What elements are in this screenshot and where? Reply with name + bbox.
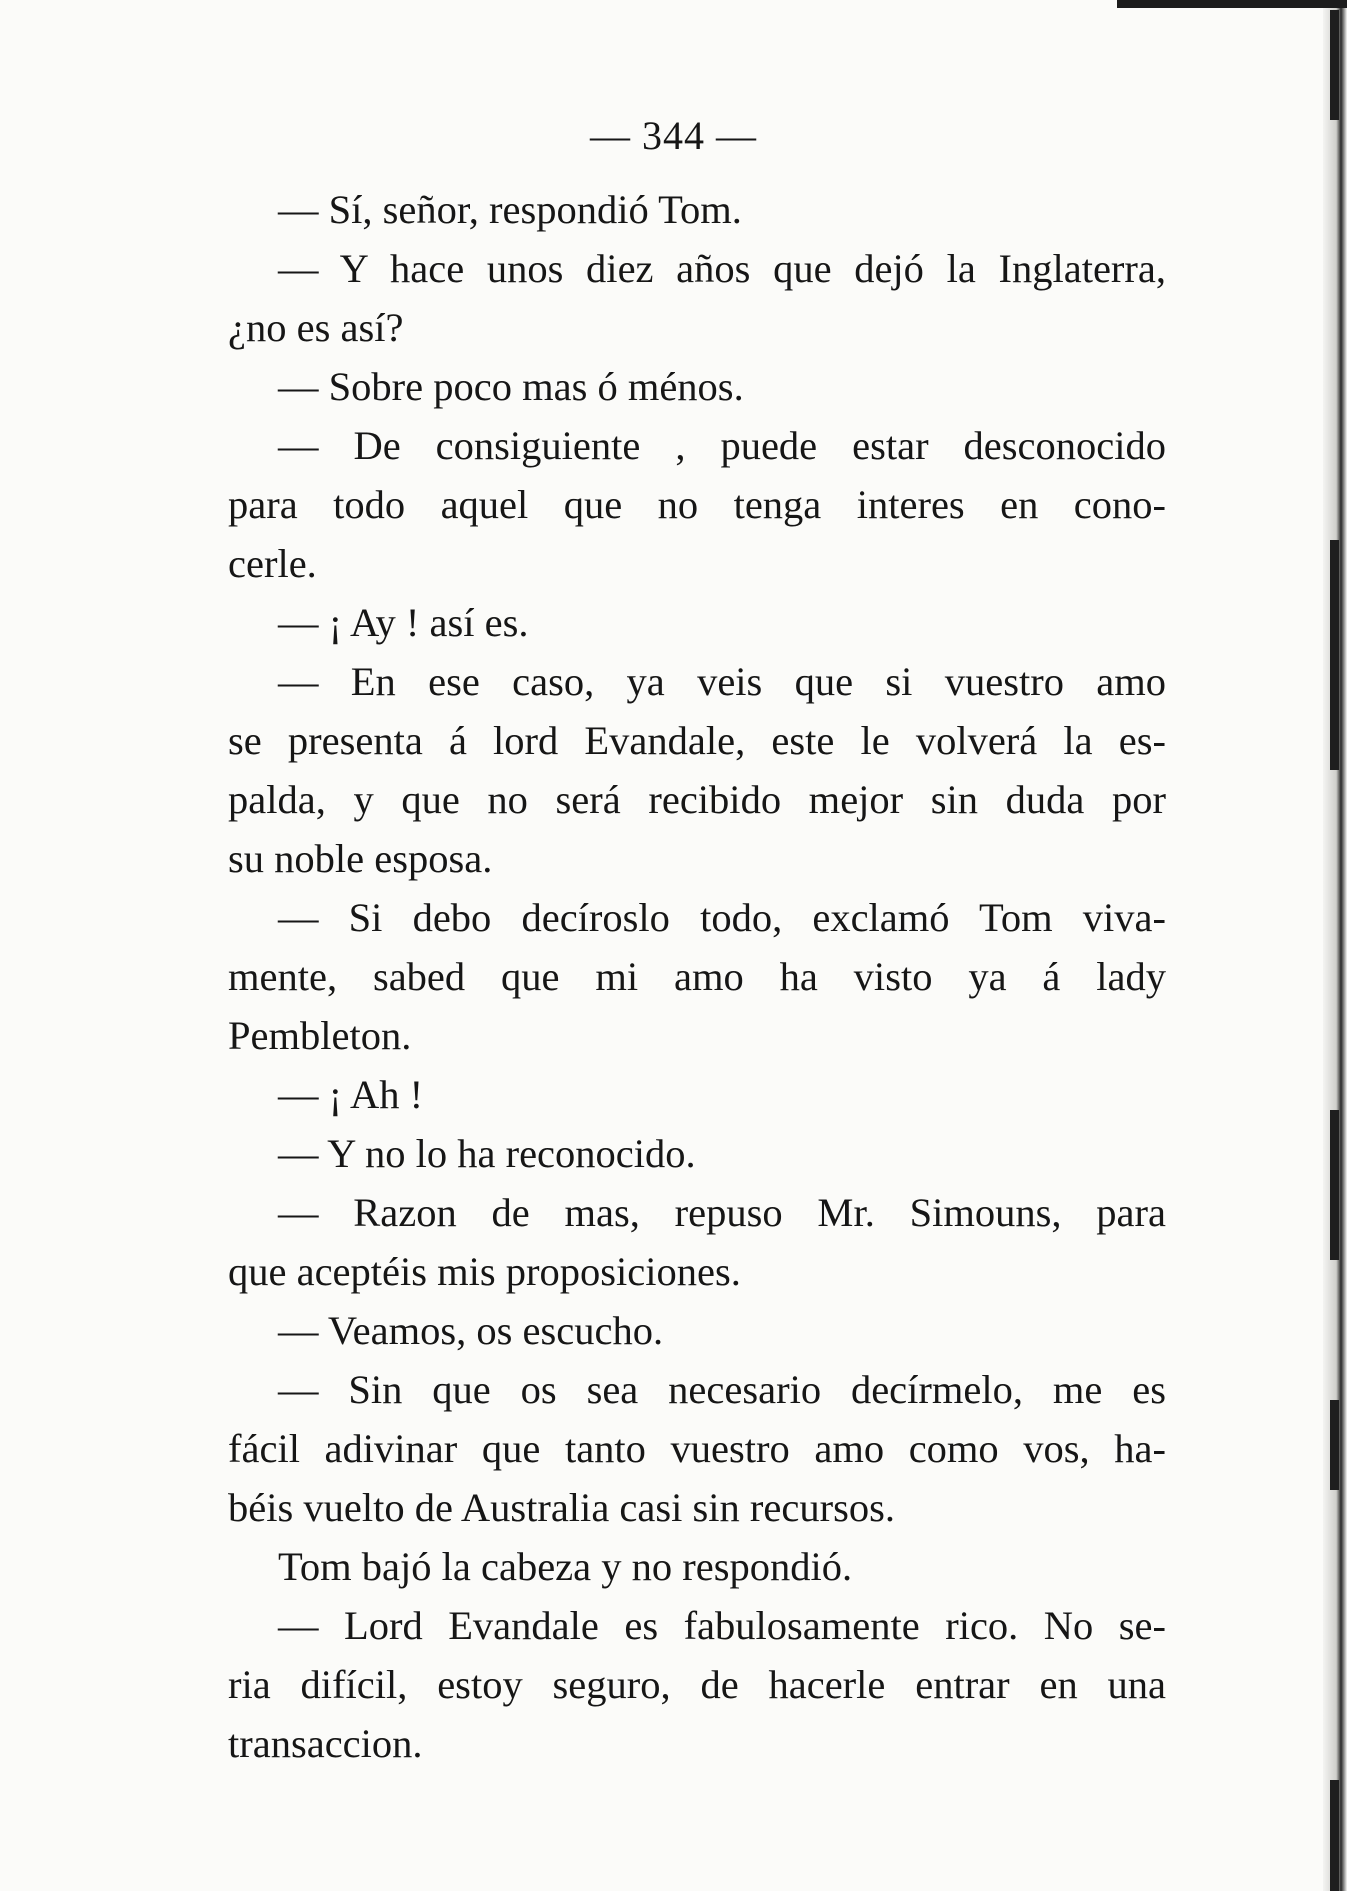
text-line: — Y hace unos diez años que dejó la Inglaterra,	[278, 246, 1166, 291]
text-line: — Sobre poco mas ó ménos.	[278, 364, 744, 409]
text-line: — En ese caso, ya veis que si vuestro amo	[278, 659, 1166, 704]
binding-shadow	[1330, 10, 1339, 120]
text-line: fácil adivinar que tanto vuestro amo como vos, ha-	[228, 1426, 1166, 1471]
text-line: — ¡ Ay ! así es.	[278, 600, 529, 645]
page-binding-edge	[1323, 0, 1347, 1891]
text-line: — Sí, señor, respondió Tom.	[278, 187, 742, 232]
binding-shadow	[1330, 1400, 1339, 1490]
text-line: para todo aquel que no tenga interes en cono-	[228, 482, 1166, 527]
text-line: se presenta á lord Evandale, este le volverá la es-	[228, 718, 1166, 763]
text-line: Pembleton.	[228, 1013, 412, 1058]
binding-shadow	[1330, 1110, 1339, 1260]
page-text	[228, 180, 1166, 1773]
page-number: — 344 —	[590, 113, 757, 158]
text-line: — ¡ Ah !	[278, 1072, 424, 1117]
text-line: su noble esposa.	[228, 836, 493, 881]
text-line: — Y no lo ha reconocido.	[278, 1131, 696, 1176]
text-line: Tom bajó la cabeza y no respondió.	[278, 1544, 853, 1589]
text-line: ¿no es así?	[228, 305, 404, 350]
binding-shadow	[1330, 540, 1339, 770]
text-line: mente, sabed que mi amo ha visto ya á lady	[228, 954, 1166, 999]
text-line: — Razon de mas, repuso Mr. Simouns, para	[278, 1190, 1166, 1235]
text-line: — Sin que os sea necesario decírmelo, me es	[278, 1367, 1166, 1412]
text-line: béis vuelto de Australia casi sin recursos.	[228, 1485, 895, 1530]
text-line: transaccion.	[228, 1721, 423, 1766]
text-line: — Si debo decíroslo todo, exclamó Tom viva-	[278, 895, 1166, 940]
text-line: — De consiguiente , puede estar desconocido	[278, 423, 1166, 468]
text-line: que aceptéis mis proposiciones.	[228, 1249, 741, 1294]
text-line: palda, y que no será recibido mejor sin duda por	[228, 777, 1166, 822]
binding-shadow	[1330, 1780, 1339, 1891]
text-line: — Veamos, os escucho.	[278, 1308, 664, 1353]
text-line: cerle.	[228, 541, 317, 586]
text-line: — Lord Evandale es fabulosamente rico. No se-	[278, 1603, 1166, 1648]
page-top-edge	[1117, 0, 1347, 8]
text-line: ria difícil, estoy seguro, de hacerle entrar en una	[228, 1662, 1166, 1707]
